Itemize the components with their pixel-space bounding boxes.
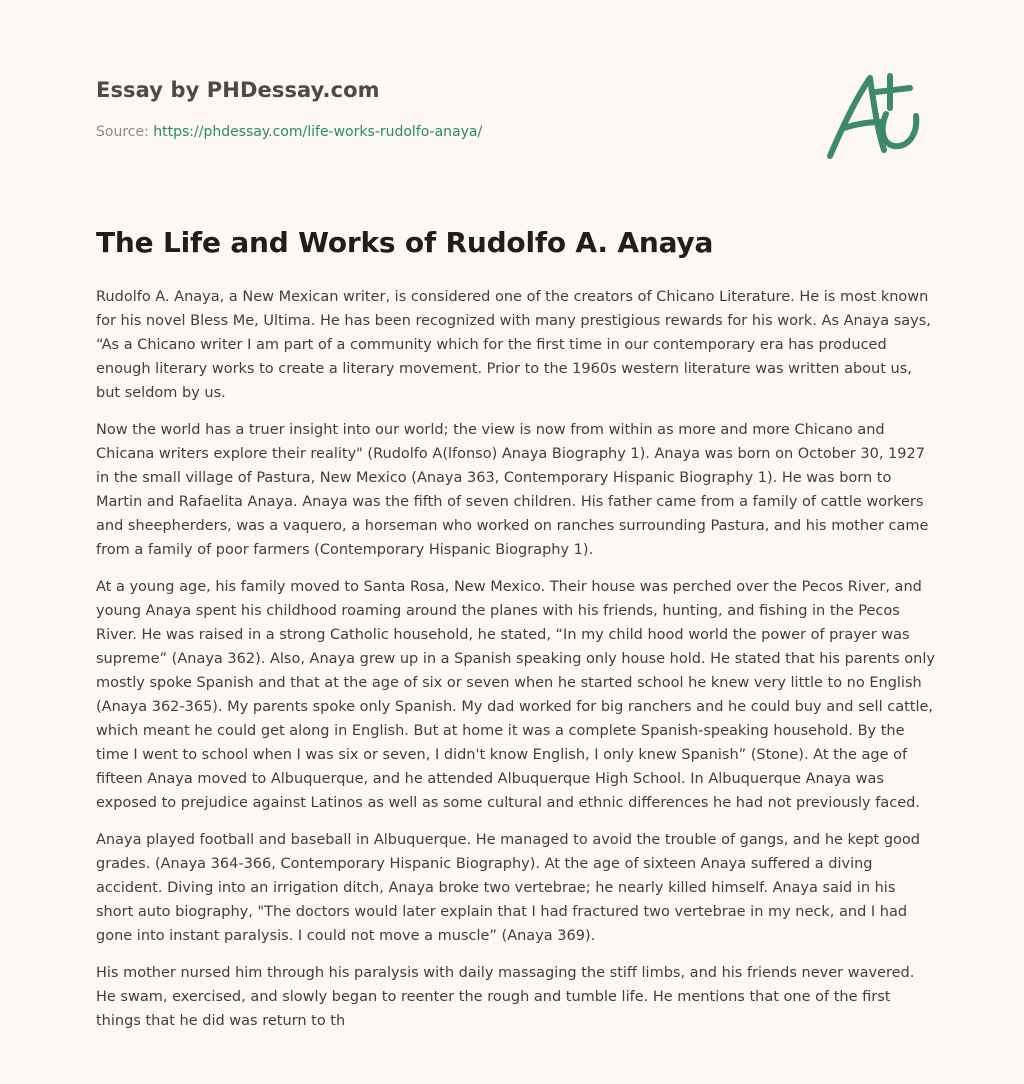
site-title: Essay by PHDessay.com bbox=[96, 78, 380, 102]
paragraph: Rudolfo A. Anaya, a New Mexican writer, is considered one of the creators of Chicano Literature. He is most known for his novel Bless Me, Ultima. He has been recognized with many prestigious rewards for his work. As Anaya says, “As a Chicano writer I am part of a community which for the first time in our contemporary era has produced enough literary works to create a literary movement. Prior to the 1960s western literature was written about us, but seldom by us. bbox=[96, 289, 931, 401]
paragraph: At a young age, his family moved to Santa Rosa, New Mexico. Their house was perched over the Pecos River, and young Anaya spent his childhood roaming around the planes with his friends, hunting, and fishing in the Pecos River. He was raised in a strong Catholic household, he stated, “In my child hood world the power of prayer was supreme” (Anaya 362). Also, Anaya grew up in a Spanish speaking only house hold. He stated that his parents only mostly spoke Spanish and that at the age of six or seven when he started school he knew very little to no English (Anaya 362-365). My parents spoke only Spanish. My dad worked for big ranchers and he could buy and sell cattle, which meant he could get along in English. But at home it was a complete Spanish-speaking household. By the time I went to school when I was six or seven, I didn't know English, I only knew Spanish” (Stone). At the age of fifteen Anaya moved to Albuquerque, and he attended Albuquerque High School. In Albuquerque Anaya was exposed to prejudice against Latinos as well as some cultural and ethnic differences he had not previously faced. bbox=[96, 579, 935, 811]
essay-body bbox=[96, 285, 936, 1046]
source-line bbox=[96, 124, 482, 140]
paragraph: His mother nursed him through his paralysis with daily massaging the stiff limbs, and his friends never wavered. He swam, exercised, and slowly began to reenter the rough and tumble life. He mentions that one of the first things that he did was return to th bbox=[96, 965, 915, 1029]
a-plus-grade-icon bbox=[822, 66, 932, 166]
document-title: The Life and Works of Rudolfo A. Anaya bbox=[96, 226, 714, 259]
source-link[interactable]: https://phdessay.com/life-works-rudolfo-anaya/ bbox=[153, 124, 483, 140]
paragraph: Anaya played football and baseball in Albuquerque. He managed to avoid the trouble of gangs, and he kept good grades. (Anaya 364-366, Contemporary Hispanic Biography). At the age of sixteen Anaya suffered a diving accident. Diving into an irrigation ditch, Anaya broke two vertebrae; he nearly killed himself. Anaya said in his short auto biography, "The doctors would later explain that I had fractured two vertebrae in my neck, and I had gone into instant paralysis. I could not move a muscle” (Anaya 369). bbox=[96, 832, 920, 944]
source-label: Source: bbox=[96, 124, 154, 140]
paragraph: Now the world has a truer insight into our world; the view is now from within as more and more Chicano and Chicana writers explore their reality" (Rudolfo A(lfonso) Anaya Biography 1). Anaya was born on October 30, 1927 in the small village of Pastura, New Mexico (Anaya 363, Contemporary Hispanic Biography 1). He was born to Martin and Rafaelita Anaya. Anaya was the fifth of seven children. His father came from a family of cattle workers and sheepherders, was a vaquero, a horseman who worked on ranches surrounding Pastura, and his mother came from a family of poor farmers (Contemporary Hispanic Biography 1). bbox=[96, 422, 929, 558]
